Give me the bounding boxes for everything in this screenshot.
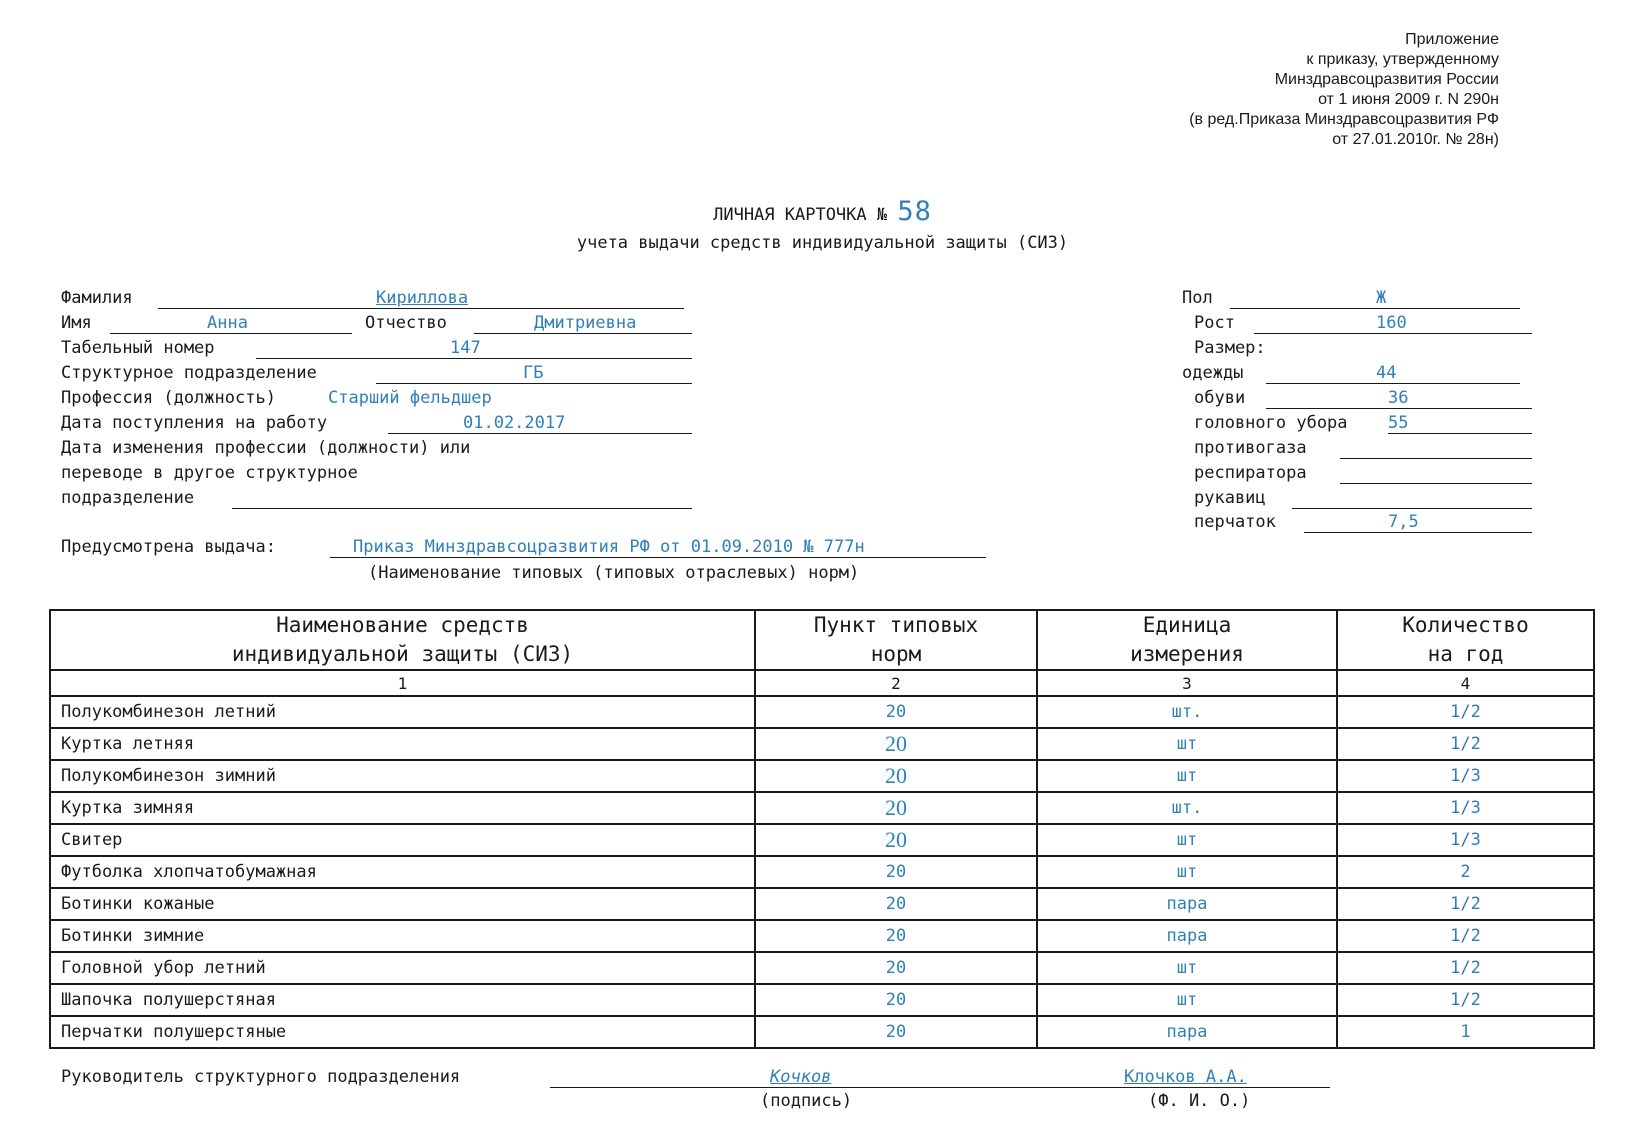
item-unit: шт	[1037, 952, 1337, 984]
tab-number-value: 147	[450, 338, 481, 358]
table-header-row	[50, 610, 1594, 670]
item-unit: шт	[1037, 824, 1337, 856]
gloves-value: 7,5	[1388, 512, 1419, 532]
gloves-underline	[1304, 532, 1532, 533]
provision-caption: (Наименование типовых (типовых отраслевых) норм)	[368, 563, 860, 583]
item-name: Ботинки кожаные	[50, 888, 755, 920]
table-row	[50, 952, 1594, 984]
surname-label: Фамилия	[61, 288, 133, 308]
item-name: Полукомбинезон летний	[50, 696, 755, 728]
change-label-1: Дата изменения профессии (должности) или	[61, 438, 471, 458]
header-point-line: норм	[870, 642, 922, 666]
signature-caption: (подпись)	[760, 1091, 853, 1111]
respirator-underline	[1340, 483, 1532, 484]
item-point: 20	[755, 888, 1037, 920]
item-qty: 1/2	[1337, 888, 1594, 920]
table-row	[50, 888, 1594, 920]
header-qty-line: Количество	[1402, 613, 1529, 637]
item-unit: пара	[1037, 920, 1337, 952]
headwear-value: 55	[1388, 413, 1409, 433]
item-name: Куртка летняя	[50, 728, 755, 760]
item-qty: 1/2	[1337, 920, 1594, 952]
approval-line: от 27.01.2010г. № 28н)	[1332, 131, 1499, 148]
name-label: Имя	[61, 313, 92, 333]
full-name-value: Клочков А.А.	[1124, 1067, 1247, 1087]
height-underline	[1254, 333, 1532, 334]
provision-label: Предусмотрена выдача:	[61, 537, 276, 557]
signature-value: Кочков	[770, 1067, 832, 1087]
head-label: Руководитель структурного подразделения	[61, 1067, 461, 1087]
approval-line: Минздравсоцразвития России	[1274, 71, 1499, 88]
item-point: 20	[755, 984, 1037, 1016]
tab-number-underline	[256, 358, 692, 359]
column-number: 1	[50, 670, 755, 696]
card-subtitle: учета выдачи средств индивидуальной защиты (СИЗ)	[576, 233, 1069, 253]
height-value: 160	[1376, 313, 1407, 333]
approval-line: Приложение	[1405, 31, 1499, 48]
siz-table	[49, 609, 1595, 1049]
item-name: Полукомбинезон зимний	[50, 760, 755, 792]
item-unit: шт	[1037, 856, 1337, 888]
column-number-row	[50, 670, 1594, 696]
column-number: 4	[1337, 670, 1594, 696]
table-row	[50, 792, 1594, 824]
item-name: Футболка хлопчатобумажная	[50, 856, 755, 888]
tab-number-label: Табельный номер	[61, 338, 215, 358]
item-qty: 1/3	[1337, 760, 1594, 792]
item-point: 20	[755, 856, 1037, 888]
headwear-underline	[1388, 433, 1532, 434]
table-row	[50, 984, 1594, 1016]
item-name: Шапочка полушерстяная	[50, 984, 755, 1016]
item-name: Свитер	[50, 824, 755, 856]
header-unit-line: Единица	[1142, 613, 1232, 637]
sex-label: Пол	[1182, 288, 1213, 308]
item-qty: 1/2	[1337, 984, 1594, 1016]
department-underline	[376, 383, 692, 384]
height-label: Рост	[1194, 313, 1235, 333]
department-label: Структурное подразделение	[61, 363, 317, 383]
card-title-label: ЛИЧНАЯ КАРТОЧКА №	[713, 205, 888, 225]
approval-line: к приказу, утвержденному	[1306, 51, 1499, 68]
hire-date-value: 01.02.2017	[463, 413, 566, 433]
item-point: 20	[755, 728, 1037, 760]
item-unit: шт	[1037, 760, 1337, 792]
table-row	[50, 920, 1594, 952]
item-name: Куртка зимняя	[50, 792, 755, 824]
item-qty: 2	[1337, 856, 1594, 888]
surname-value: Кириллова	[376, 288, 469, 308]
item-unit: шт	[1037, 728, 1337, 760]
item-unit: пара	[1037, 1016, 1337, 1048]
item-unit: шт.	[1037, 792, 1337, 824]
item-point: 20	[755, 792, 1037, 824]
table-row	[50, 696, 1594, 728]
change-underline	[232, 508, 692, 509]
signature-underline	[550, 1087, 1330, 1088]
column-number: 3	[1037, 670, 1337, 696]
patronymic-label: Отчество	[365, 313, 447, 333]
item-unit: шт.	[1037, 696, 1337, 728]
shoes-underline	[1266, 408, 1532, 409]
header-name	[50, 610, 755, 670]
item-unit: шт	[1037, 984, 1337, 1016]
gasmask-underline	[1340, 458, 1532, 459]
provision-underline	[330, 557, 986, 558]
item-point: 20	[755, 760, 1037, 792]
hire-date-label: Дата поступления на работу	[61, 413, 328, 433]
card-title	[0, 196, 1645, 227]
gloves-label: перчаток	[1194, 512, 1276, 532]
respirator-label: респиратора	[1194, 463, 1307, 483]
profession-value: Старший фельдшер	[328, 388, 492, 408]
provision-value: Приказ Минздравсоцразвития РФ от 01.09.2010 № 777н	[353, 537, 865, 557]
name-underline	[110, 333, 352, 334]
item-name: Ботинки зимние	[50, 920, 755, 952]
header-unit-line: измерения	[1130, 642, 1244, 666]
clothes-value: 44	[1376, 363, 1397, 383]
sex-value: Ж	[1376, 288, 1387, 308]
item-point: 20	[755, 1016, 1037, 1048]
item-name: Головной убор летний	[50, 952, 755, 984]
table-row	[50, 728, 1594, 760]
item-point: 20	[755, 696, 1037, 728]
change-label-3: подразделение	[61, 488, 195, 508]
item-qty: 1/3	[1337, 792, 1594, 824]
table-row	[50, 1016, 1594, 1048]
approval-line: (в ред.Приказа Минздравсоцразвития РФ	[1189, 111, 1499, 128]
profession-label: Профессия (должность)	[61, 388, 276, 408]
header-qty	[1337, 610, 1594, 670]
item-qty: 1	[1337, 1016, 1594, 1048]
clothes-underline	[1266, 383, 1520, 384]
shoes-value: 36	[1388, 388, 1409, 408]
name-value: Анна	[207, 313, 248, 333]
patronymic-value: Дмитриевна	[534, 313, 637, 333]
item-qty: 1/2	[1337, 952, 1594, 984]
item-qty: 1/3	[1337, 824, 1594, 856]
change-label-2: переводе в другое структурное	[61, 463, 358, 483]
header-point	[755, 610, 1037, 670]
approval-line: от 1 июня 2009 г. N 290н	[1318, 91, 1499, 108]
headwear-label: головного убора	[1194, 413, 1348, 433]
table-row	[50, 856, 1594, 888]
sex-underline	[1230, 308, 1520, 309]
item-qty: 1/2	[1337, 728, 1594, 760]
gasmask-label: противогаза	[1194, 438, 1307, 458]
clothes-label: одежды	[1182, 363, 1244, 383]
table-row	[50, 824, 1594, 856]
column-number: 2	[755, 670, 1037, 696]
hire-date-underline	[388, 433, 692, 434]
patronymic-underline	[474, 333, 692, 334]
item-name: Перчатки полушерстяные	[50, 1016, 755, 1048]
card-number: 58	[897, 196, 932, 227]
item-qty: 1/2	[1337, 696, 1594, 728]
header-unit	[1037, 610, 1337, 670]
header-name-line: индивидуальной защиты (СИЗ)	[231, 642, 574, 666]
item-unit: пара	[1037, 888, 1337, 920]
name-caption: (Ф. И. О.)	[1148, 1091, 1251, 1111]
item-point: 20	[755, 920, 1037, 952]
size-label: Размер:	[1194, 338, 1266, 358]
shoes-label: обуви	[1194, 388, 1246, 408]
approval-note	[1189, 30, 1499, 150]
item-point: 20	[755, 952, 1037, 984]
surname-underline	[158, 308, 684, 309]
mittens-underline	[1292, 508, 1532, 509]
header-name-line: Наименование средств	[276, 613, 529, 637]
mittens-label: рукавиц	[1194, 488, 1266, 508]
department-value: ГБ	[523, 363, 544, 383]
item-point: 20	[755, 824, 1037, 856]
table-row	[50, 760, 1594, 792]
header-qty-line: на год	[1427, 642, 1504, 666]
header-point-line: Пункт типовых	[813, 613, 979, 637]
